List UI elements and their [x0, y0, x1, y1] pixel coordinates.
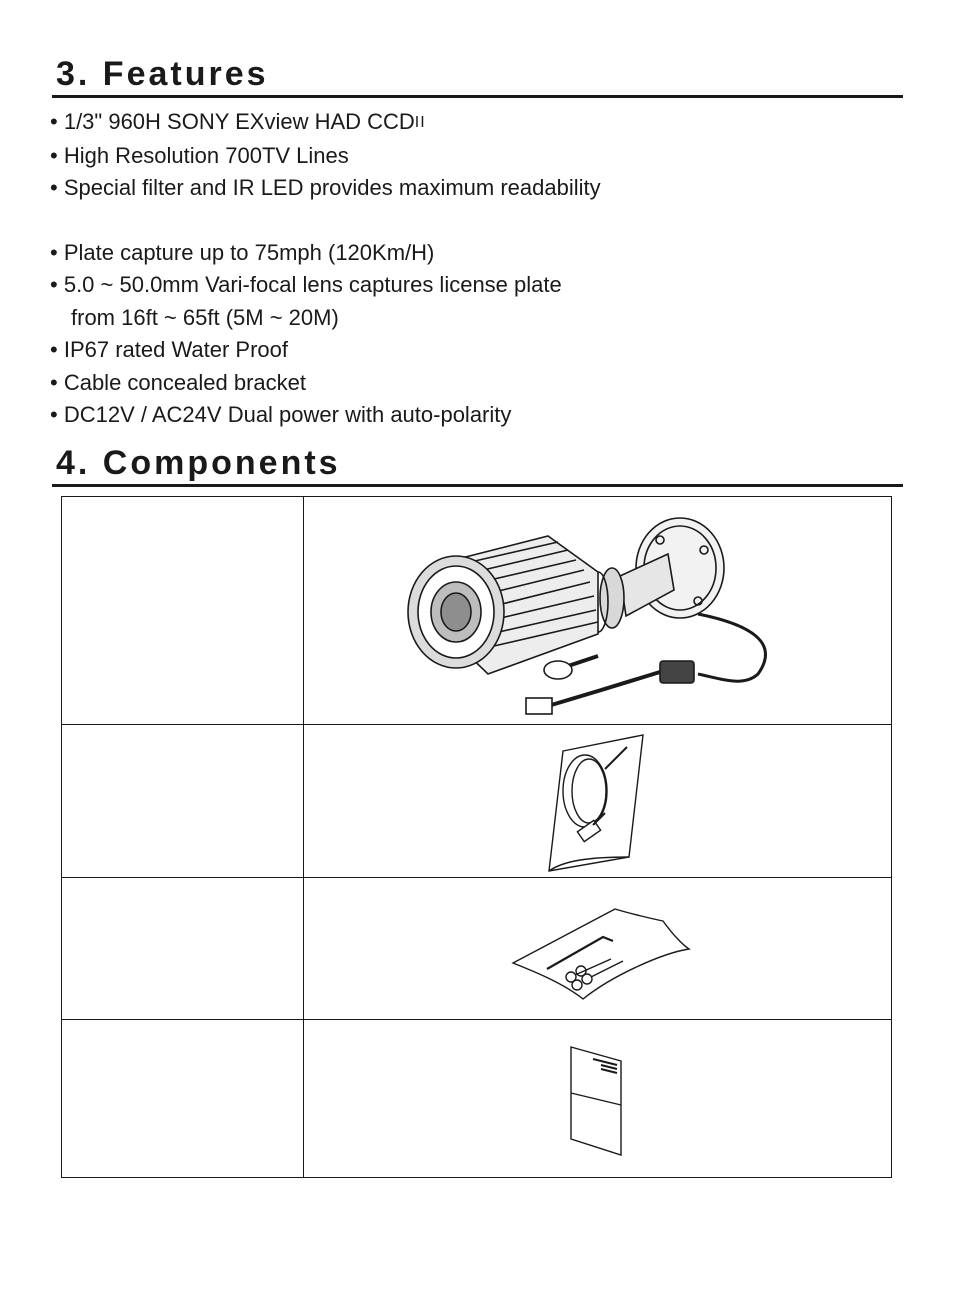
feature-item: • DC12V / AC24V Dual power with auto-polarity	[50, 402, 512, 427]
manual-icon	[563, 1039, 633, 1159]
component-row-screws	[62, 878, 892, 1020]
component-label	[62, 878, 304, 1020]
component-image-cell	[304, 1020, 892, 1178]
component-label	[62, 1020, 304, 1178]
component-row-cable	[62, 725, 892, 878]
feature-continuation: from 16ft ~ 65ft (5M ~ 20M)	[71, 304, 339, 330]
feature-item: • IP67 rated Water Proof	[50, 337, 289, 362]
features-title: 3. Features	[56, 55, 269, 93]
components-title: 4. Components	[56, 444, 341, 482]
component-image-cell	[304, 497, 892, 725]
features-rule	[52, 95, 903, 98]
component-image-cell	[304, 725, 892, 878]
feature-item: • Plate capture up to 75mph (120Km/H)	[50, 239, 435, 265]
feature-item: • 5.0 ~ 50.0mm Vari-focal lens captures license plate from 16ft ~ 65ft (5M ~ 20M)	[50, 269, 910, 334]
component-label	[62, 497, 304, 725]
feature-item: • Special filter and IR LED provides maximum readability	[50, 175, 601, 200]
components-rule	[52, 484, 903, 487]
feature-item: • 1/3" 960H SONY EXview HAD CCDII	[50, 109, 426, 134]
roman-two-suffix: II	[414, 114, 426, 131]
feature-item: • Cable concealed bracket	[50, 369, 306, 395]
components-table	[61, 496, 892, 1178]
component-label	[62, 725, 304, 878]
component-row-manual	[62, 1020, 892, 1178]
bullet-camera-icon	[398, 506, 798, 716]
screws-and-hex-key-icon	[503, 889, 693, 1009]
features-list	[50, 106, 910, 432]
feature-item: • High Resolution 700TV Lines	[50, 142, 349, 168]
component-image-cell	[304, 878, 892, 1020]
component-row-camera	[62, 497, 892, 725]
video-cable-icon	[543, 729, 653, 874]
